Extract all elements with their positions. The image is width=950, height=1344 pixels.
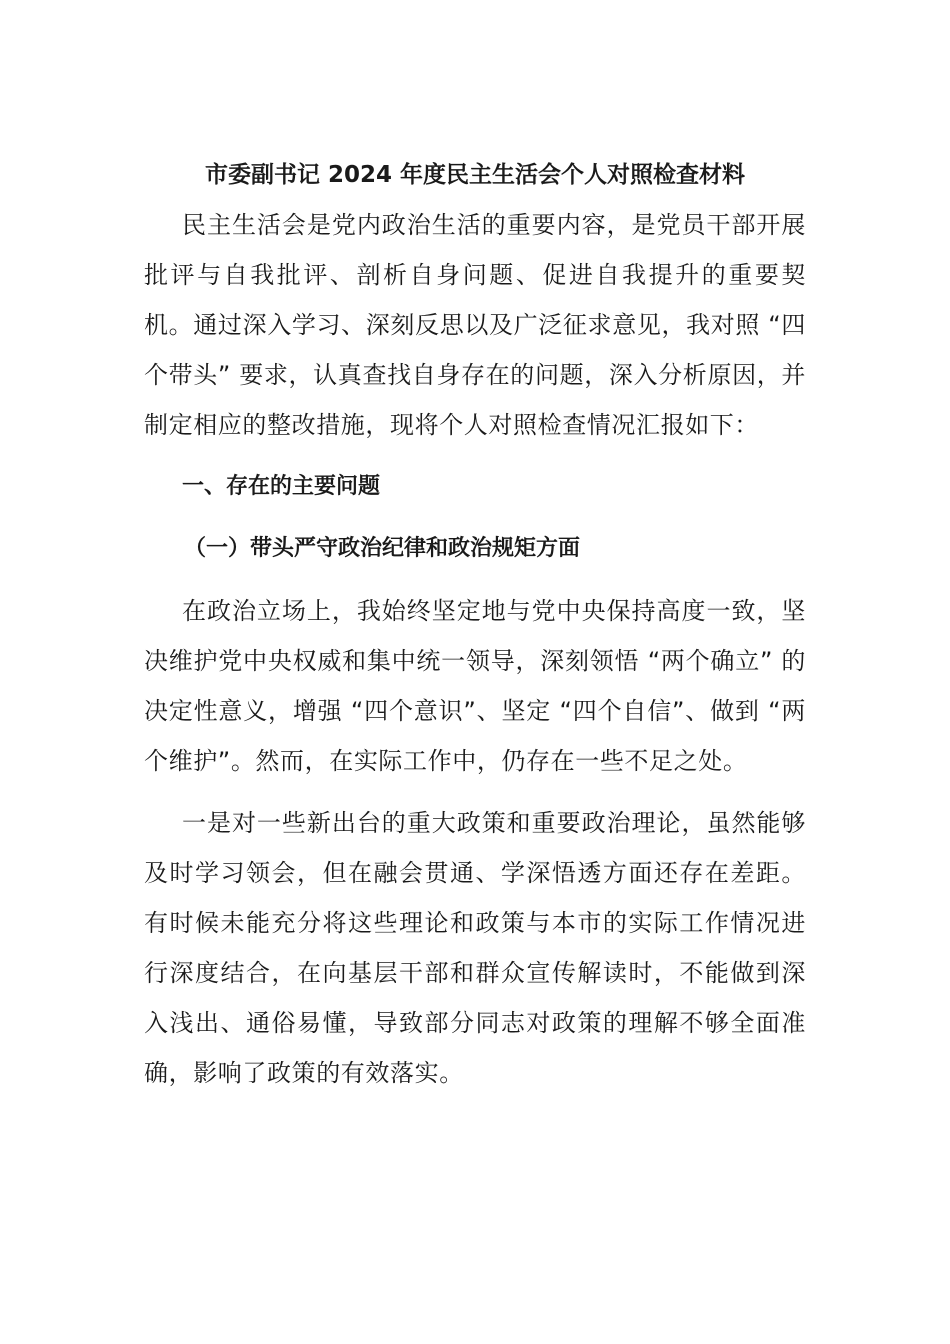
section-heading-1: 一、存在的主要问题 <box>182 474 381 499</box>
body-paragraph-1: 在政治立场上，我始终坚定地与党中央保持高度一致，坚决维护党中央权威和集中统一领导，深刻领悟 “两个确立” 的决定性意义，增强 “四个意识”、坚定 “四个自信”、做到 “两个维护”。然而，在实际工作中，仍存在一些不足之处。 <box>144 597 806 775</box>
document-body <box>144 150 806 1110</box>
subsection-heading-1: （一）带头严守政治纪律和政治规矩方面 <box>184 536 581 561</box>
intro-paragraph: 民主生活会是党内政治生活的重要内容，是党员干部开展批评与自我批评、剖析自身问题、促进自我提升的重要契机。通过深入学习、深刻反思以及广泛征求意见，我对照 “四个带头” 要求，认真查找自身存在的问题，深入分析原因，并制定相应的整改措施，现将个人对照检查情况汇报如下： <box>144 211 806 439</box>
document-title: 市委副书记 2024 年度民主生活会个人对照检查材料 <box>204 162 746 188</box>
body-paragraph-2: 一是对一些新出台的重大政策和重要政治理论，虽然能够及时学习领会，但在融会贯通、学深悟透方面还存在差距。有时候未能充分将这些理论和政策与本市的实际工作情况进行深度结合，在向基层干部和群众宣传解读时，不能做到深入浅出、通俗易懂，导致部分同志对政策的理解不够全面准确，影响了政策的有效落实。 <box>144 809 806 1087</box>
